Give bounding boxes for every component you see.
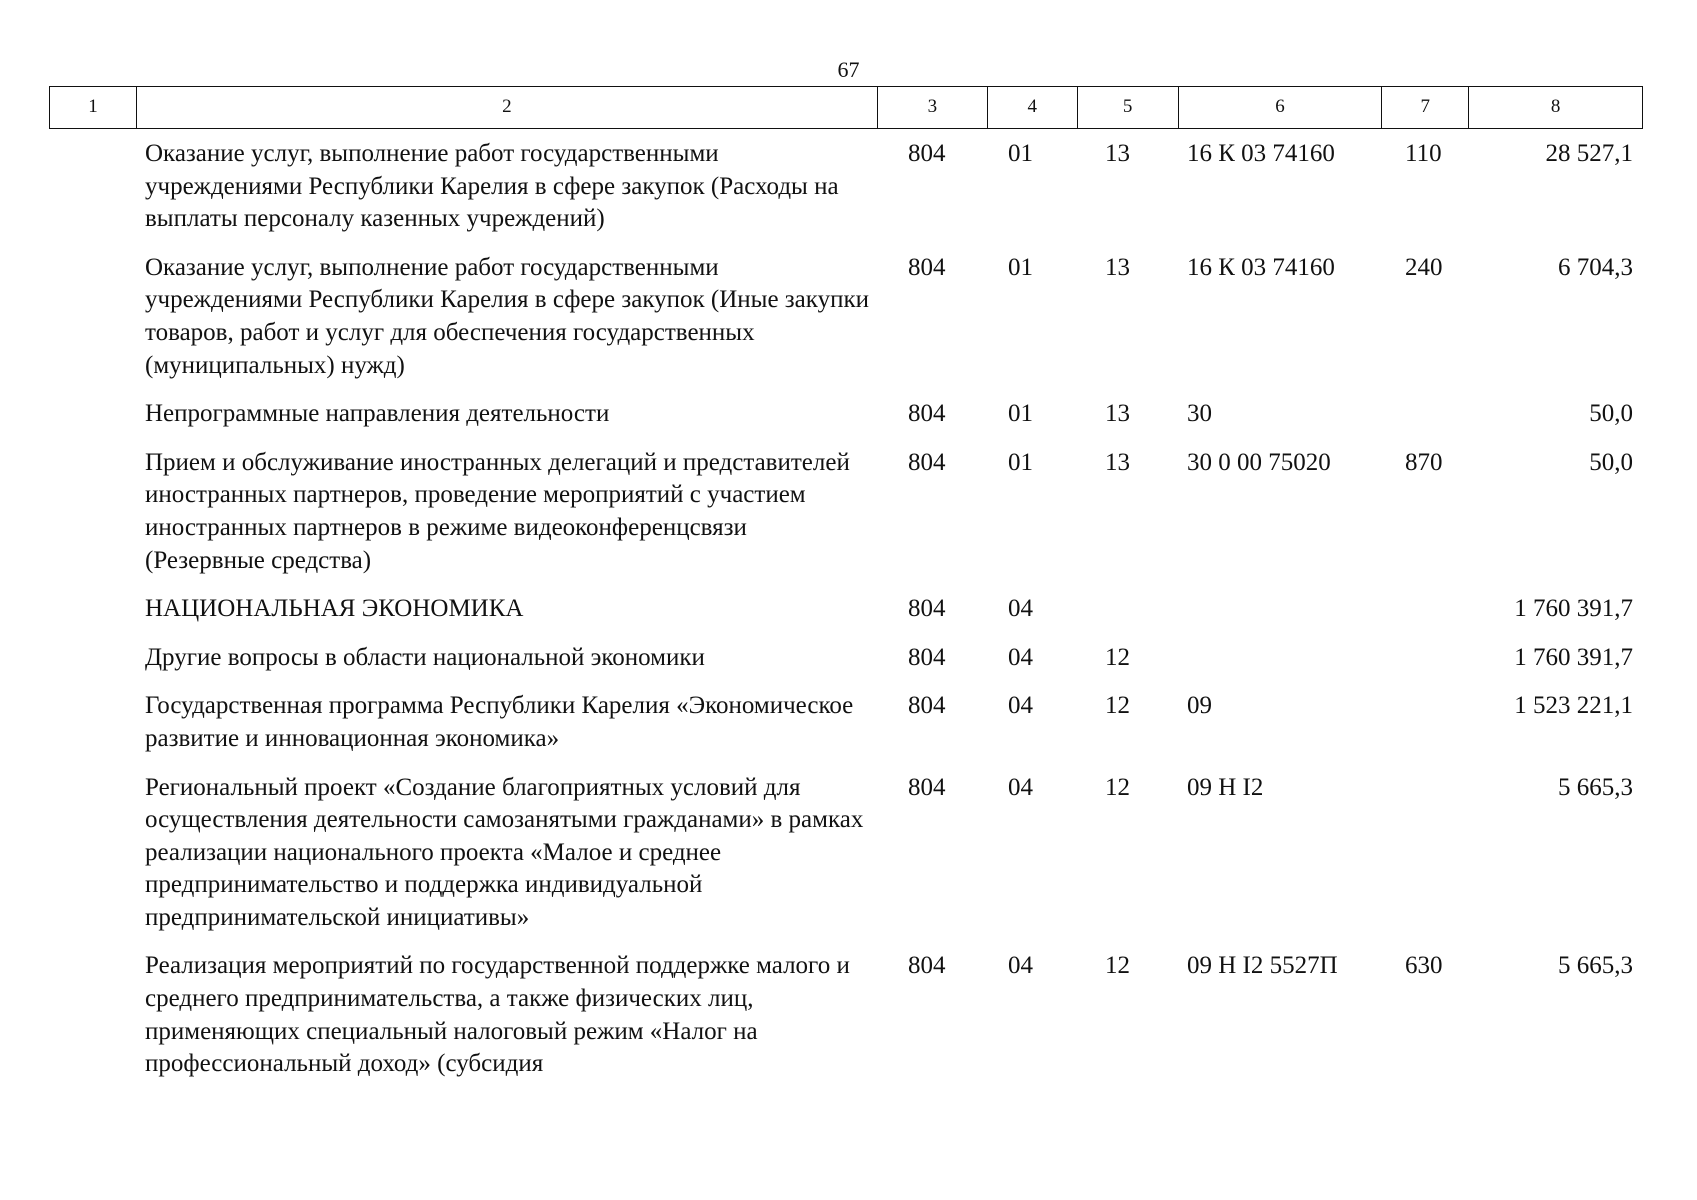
row-amount: 1 760 391,7	[1514, 595, 1633, 623]
row-col-1	[49, 252, 136, 382]
row-subsection: 13	[1105, 140, 1130, 167]
page-number: 67	[837, 57, 860, 82]
row-expense-type: 870	[1405, 448, 1443, 476]
row-admin-code: 804	[908, 253, 946, 281]
row-description: Региональный проект «Создание благоприятных условий для осуществления деятельности самозанятыми гражданами» в рамках реализации национального проекта «Малое и среднее предпринимательство и поддержка индивидуальной предпринимательской инициативы»	[145, 773, 864, 931]
row-description: Государственная программа Республики Карелия «Экономическое развитие и инновационная экономика»	[145, 692, 854, 752]
column-header-5: 5	[1078, 87, 1179, 128]
row-subsection: 12	[1105, 643, 1130, 671]
row-target-article: 16 К 03 74160	[1187, 140, 1335, 167]
row-col-1	[49, 447, 136, 577]
table-row	[49, 950, 1643, 1080]
row-col-1	[49, 593, 136, 626]
row-admin-code: 804	[908, 952, 946, 980]
row-target-article: 30	[1187, 400, 1212, 428]
row-description: Оказание услуг, выполнение работ государственными учреждениями Республики Карелия в сфере закупок (Иные закупки товаров, работ и услуг для обеспечения государственных (муниципальных) нужд)	[145, 253, 869, 379]
row-expense-type	[1383, 593, 1470, 626]
row-admin-code: 804	[908, 448, 946, 476]
row-amount: 5 665,3	[1558, 952, 1633, 980]
row-admin-code: 804	[908, 692, 946, 720]
row-description: Непрограммные направления деятельности	[145, 400, 610, 428]
row-subsection: 12	[1105, 773, 1130, 801]
row-expense-type	[1383, 398, 1470, 431]
row-target-article	[1179, 593, 1383, 626]
row-section: 01	[1008, 253, 1033, 281]
row-target-article: 09	[1187, 692, 1212, 720]
row-subsection: 12	[1105, 692, 1130, 720]
row-description: Оказание услуг, выполнение работ государственными учреждениями Республики Карелия в сфере закупок (Расходы на выплаты персоналу казенных учреждений)	[145, 140, 839, 233]
row-section: 04	[1008, 952, 1033, 980]
row-col-1	[49, 642, 136, 675]
row-expense-type: 240	[1405, 253, 1443, 281]
table-row	[49, 772, 1643, 935]
table-row	[49, 690, 1643, 755]
row-description: Другие вопросы в области национальной экономики	[145, 643, 705, 671]
row-section: 01	[1008, 140, 1033, 167]
column-header-3: 3	[878, 87, 988, 128]
table-row	[49, 252, 1643, 382]
row-amount: 28 527,1	[1545, 140, 1633, 167]
row-col-1	[49, 138, 136, 236]
table-row	[49, 138, 1643, 236]
table-header	[49, 86, 1643, 129]
row-expense-type: 630	[1405, 952, 1443, 980]
row-target-article	[1179, 642, 1383, 675]
row-section: 04	[1008, 643, 1033, 671]
row-section: 04	[1008, 595, 1033, 623]
row-col-1	[49, 690, 136, 755]
row-amount: 5 665,3	[1558, 773, 1633, 801]
row-target-article: 30 0 00 75020	[1187, 448, 1331, 476]
row-admin-code: 804	[908, 773, 946, 801]
column-header-4: 4	[988, 87, 1078, 128]
row-admin-code: 804	[908, 140, 946, 167]
row-expense-type	[1383, 690, 1470, 755]
column-header-6: 6	[1179, 87, 1383, 128]
row-subsection: 13	[1105, 400, 1130, 428]
row-subsection: 12	[1105, 952, 1130, 980]
row-expense-type	[1383, 642, 1470, 675]
row-amount: 1 760 391,7	[1514, 643, 1633, 671]
row-admin-code: 804	[908, 643, 946, 671]
row-section: 04	[1008, 692, 1033, 720]
row-description: Реализация мероприятий по государственной поддержке малого и среднего предпринимательства, а также физических лиц, применяющих специальный налоговый режим «Налог на профессиональный доход» (субсидия	[145, 952, 850, 1078]
row-amount: 50,0	[1589, 448, 1633, 476]
table-row	[49, 593, 1643, 626]
column-header-8: 8	[1550, 96, 1561, 117]
table-row	[49, 398, 1643, 431]
row-col-1	[49, 398, 136, 431]
row-section: 01	[1008, 400, 1033, 428]
table-row	[49, 642, 1643, 675]
row-amount: 50,0	[1589, 400, 1633, 428]
row-admin-code: 804	[908, 400, 946, 428]
row-target-article: 09 Н I2 5527П	[1187, 952, 1338, 980]
row-subsection: 13	[1105, 253, 1130, 281]
row-amount: 6 704,3	[1558, 253, 1633, 281]
row-section: 04	[1008, 773, 1033, 801]
column-header-1: 1	[50, 87, 137, 128]
table-row	[49, 447, 1643, 577]
row-description: НАЦИОНАЛЬНАЯ ЭКОНОМИКА	[145, 595, 524, 623]
table-body	[49, 138, 1643, 1097]
row-expense-type: 110	[1405, 140, 1442, 167]
row-section: 01	[1008, 448, 1033, 476]
row-col-1	[49, 772, 136, 935]
row-col-1	[49, 950, 136, 1080]
row-admin-code: 804	[908, 595, 946, 623]
row-amount: 1 523 221,1	[1514, 692, 1633, 720]
row-expense-type	[1383, 772, 1470, 935]
row-target-article: 16 К 03 74160	[1187, 253, 1335, 281]
column-header-2: 2	[137, 87, 878, 128]
row-target-article: 09 Н I2	[1187, 773, 1264, 801]
column-header-7: 7	[1382, 87, 1469, 128]
row-subsection: 13	[1105, 448, 1130, 476]
row-description: Прием и обслуживание иностранных делегаций и представителей иностранных партнеров, проведение мероприятий с участием иностранных партнеров в режиме видеоконференцсвязи (Резервные средства)	[145, 448, 850, 574]
row-subsection	[1078, 593, 1179, 626]
